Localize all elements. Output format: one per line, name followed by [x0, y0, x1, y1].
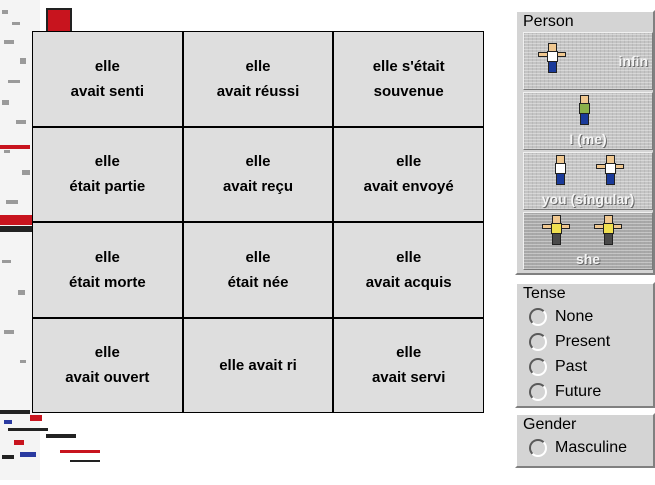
tense-option-present[interactable] — [517, 329, 653, 354]
verb-cell[interactable]: elle avait acquis — [334, 223, 483, 317]
radio-button-icon[interactable] — [529, 308, 547, 326]
verb-cell[interactable]: elle était née — [184, 223, 333, 317]
person-option-label: you (singular) — [541, 191, 635, 207]
person-option-label: infin — [618, 53, 648, 69]
verb-cell[interactable]: elle avait reçu — [184, 128, 333, 222]
verb-cell[interactable]: elle était partie — [33, 128, 182, 222]
radio-label: Masculine — [555, 438, 628, 456]
person-option-label: I (me) — [569, 131, 607, 147]
person-option-infinitive[interactable] — [523, 32, 653, 90]
person-option-she[interactable] — [523, 212, 653, 270]
person-option-i-me[interactable] — [523, 92, 653, 150]
gender-panel — [515, 413, 655, 468]
verb-cell[interactable]: elle avait envoyé — [334, 128, 483, 222]
verb-cell[interactable]: elle s'était souvenue — [334, 32, 483, 126]
verb-cell[interactable]: elle avait senti — [33, 32, 182, 126]
tense-panel — [515, 282, 655, 408]
person-panel-title: Person — [523, 13, 574, 30]
tense-panel-title: Tense — [523, 285, 566, 302]
person-standing-icon — [576, 95, 590, 125]
verb-cell[interactable]: elle avait ouvert — [33, 319, 182, 413]
verb-cell[interactable]: elle avait réussi — [184, 32, 333, 126]
gender-option-masculine[interactable] — [517, 435, 653, 460]
radio-label: Past — [555, 357, 588, 375]
person-option-label: she — [575, 251, 601, 267]
radio-button-icon[interactable] — [529, 383, 547, 401]
tense-option-past[interactable] — [517, 354, 653, 379]
radio-button-icon[interactable] — [529, 333, 547, 351]
verb-cell[interactable]: elle était morte — [33, 223, 182, 317]
radio-button-icon[interactable] — [529, 439, 547, 457]
tense-option-future[interactable] — [517, 379, 653, 404]
verb-cell[interactable]: elle avait ri — [184, 319, 333, 413]
radio-label: None — [555, 307, 594, 325]
verb-cell[interactable]: elle avait servi — [334, 319, 483, 413]
gender-panel-title: Gender — [523, 416, 577, 433]
radio-button-icon[interactable] — [529, 358, 547, 376]
verb-form-grid — [32, 31, 484, 413]
person-panel — [515, 10, 655, 275]
radio-label: Present — [555, 332, 611, 350]
tense-option-none[interactable] — [517, 304, 653, 329]
person-option-you-singular[interactable] — [523, 152, 653, 210]
radio-label: Future — [555, 382, 602, 400]
